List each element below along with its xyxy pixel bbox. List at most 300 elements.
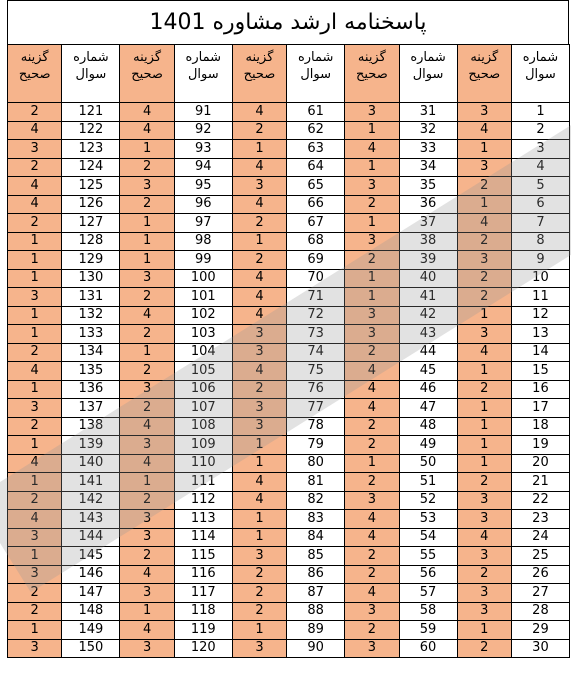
answer-cell: 3 [232,177,286,196]
question-number-cell: 26 [511,565,569,584]
question-number-cell: 48 [399,417,457,436]
answer-cell: 3 [345,232,399,251]
question-number-cell: 52 [399,491,457,510]
answer-cell: 1 [8,325,62,344]
question-number-cell: 149 [62,621,120,640]
answer-cell: 3 [232,325,286,344]
question-number-cell: 56 [399,565,457,584]
table-row [8,473,570,492]
answer-cell: 4 [232,195,286,214]
answer-cell: 1 [8,232,62,251]
table-row [8,158,570,177]
answer-cell: 3 [120,510,174,529]
answer-cell: 3 [120,269,174,288]
question-number-cell: 73 [287,325,345,344]
question-number-cell: 44 [399,343,457,362]
question-number-cell: 47 [399,399,457,418]
question-number-cell: 49 [399,436,457,455]
question-number-cell: 23 [511,510,569,529]
answer-cell: 2 [120,362,174,381]
question-number-cell: 27 [511,584,569,603]
question-number-cell: 67 [287,214,345,233]
answer-cell: 1 [232,436,286,455]
answer-cell: 4 [120,565,174,584]
question-number-cell: 141 [62,473,120,492]
question-number-cell: 4 [511,158,569,177]
answer-cell: 4 [120,454,174,473]
answer-cell: 2 [457,269,511,288]
answer-cell: 4 [8,195,62,214]
table-row [8,177,570,196]
answer-cell: 3 [345,639,399,658]
answer-cell: 2 [232,214,286,233]
answer-cell: 4 [345,362,399,381]
table-row [8,251,570,270]
answer-cell: 2 [345,436,399,455]
answer-cell: 2 [8,417,62,436]
question-number-cell: 109 [174,436,232,455]
table-row [8,380,570,399]
question-number-cell: 43 [399,325,457,344]
question-number-cell: 9 [511,251,569,270]
answer-cell: 4 [345,140,399,159]
question-number-cell: 21 [511,473,569,492]
answer-cell: 1 [120,232,174,251]
question-number-cell: 33 [399,140,457,159]
answer-cell: 3 [120,639,174,658]
table-row [8,214,570,233]
question-number-cell: 147 [62,584,120,603]
question-number-cell: 72 [287,306,345,325]
answer-cell: 1 [120,343,174,362]
question-number-cell: 70 [287,269,345,288]
question-number-cell: 90 [287,639,345,658]
question-number-cell: 131 [62,288,120,307]
question-number-cell: 88 [287,602,345,621]
answer-cell: 3 [8,288,62,307]
answer-cell: 2 [120,195,174,214]
question-number-cell: 37 [399,214,457,233]
question-number-cell: 34 [399,158,457,177]
answer-cell: 2 [345,195,399,214]
answer-cell: 2 [457,565,511,584]
question-number-cell: 46 [399,380,457,399]
answer-cell: 4 [232,491,286,510]
question-number-cell: 144 [62,528,120,547]
question-number-cell: 128 [62,232,120,251]
question-number-cell: 54 [399,528,457,547]
answer-cell: 3 [457,103,511,122]
answer-cell: 4 [120,103,174,122]
answer-cell: 3 [345,103,399,122]
answer-cell: 3 [457,158,511,177]
answer-cell: 4 [120,621,174,640]
question-number-cell: 104 [174,343,232,362]
question-number-cell: 14 [511,343,569,362]
answer-cell: 2 [8,343,62,362]
question-number-cell: 31 [399,103,457,122]
answer-cell: 1 [345,454,399,473]
answer-cell: 1 [8,251,62,270]
question-number-cell: 92 [174,121,232,140]
answer-cell: 2 [232,121,286,140]
table-row [8,306,570,325]
question-number-cell: 133 [62,325,120,344]
answer-cell: 3 [232,547,286,566]
question-number-cell: 6 [511,195,569,214]
answer-cell: 4 [345,528,399,547]
answer-cell: 1 [120,140,174,159]
question-number-cell: 130 [62,269,120,288]
answer-cell: 2 [232,602,286,621]
answer-cell: 3 [232,399,286,418]
question-number-cell: 143 [62,510,120,529]
table-row [8,547,570,566]
question-number-cell: 142 [62,491,120,510]
answer-cell: 4 [457,214,511,233]
answer-cell: 2 [345,565,399,584]
answer-cell: 1 [345,121,399,140]
answer-cell: 2 [232,380,286,399]
answer-cell: 2 [120,288,174,307]
answer-cell: 1 [232,232,286,251]
answer-cell: 2 [232,565,286,584]
question-number-cell: 40 [399,269,457,288]
header-question-number: شماره سوال [511,45,569,103]
answer-cell: 4 [232,269,286,288]
answer-cell: 4 [232,103,286,122]
table-row [8,602,570,621]
question-number-cell: 146 [62,565,120,584]
answer-cell: 4 [345,380,399,399]
question-number-cell: 93 [174,140,232,159]
answer-cell: 2 [120,158,174,177]
question-number-cell: 16 [511,380,569,399]
question-number-cell: 79 [287,436,345,455]
question-number-cell: 80 [287,454,345,473]
answer-cell: 1 [232,140,286,159]
question-number-cell: 39 [399,251,457,270]
header-correct-answer: گزینه صحیح [457,45,511,103]
question-number-cell: 83 [287,510,345,529]
answer-cell: 4 [457,121,511,140]
question-number-cell: 134 [62,343,120,362]
question-number-cell: 145 [62,547,120,566]
question-number-cell: 60 [399,639,457,658]
question-number-cell: 64 [287,158,345,177]
answer-cell: 2 [457,288,511,307]
question-number-cell: 136 [62,380,120,399]
question-number-cell: 140 [62,454,120,473]
answer-cell: 3 [232,639,286,658]
question-number-cell: 112 [174,491,232,510]
table-row [8,195,570,214]
question-number-cell: 85 [287,547,345,566]
answer-cell: 3 [457,584,511,603]
question-number-cell: 113 [174,510,232,529]
question-number-cell: 28 [511,602,569,621]
question-number-cell: 89 [287,621,345,640]
answer-cell: 1 [232,528,286,547]
question-number-cell: 82 [287,491,345,510]
answer-cell: 1 [8,380,62,399]
question-number-cell: 97 [174,214,232,233]
question-number-cell: 62 [287,121,345,140]
question-number-cell: 74 [287,343,345,362]
answer-cell: 3 [232,417,286,436]
table-row [8,269,570,288]
answer-cell: 4 [232,158,286,177]
answer-cell: 1 [457,454,511,473]
header-question-number: شماره سوال [62,45,120,103]
header-correct-answer: گزینه صحیح [120,45,174,103]
question-number-cell: 78 [287,417,345,436]
answer-cell: 4 [457,343,511,362]
question-number-cell: 139 [62,436,120,455]
answer-cell: 1 [8,473,62,492]
question-number-cell: 63 [287,140,345,159]
answer-cell: 4 [8,510,62,529]
question-number-cell: 101 [174,288,232,307]
question-number-cell: 107 [174,399,232,418]
answer-cell: 1 [345,158,399,177]
question-number-cell: 122 [62,121,120,140]
question-number-cell: 68 [287,232,345,251]
answer-cell: 2 [232,584,286,603]
question-number-cell: 106 [174,380,232,399]
question-number-cell: 29 [511,621,569,640]
answer-cell: 3 [8,528,62,547]
table-row [8,140,570,159]
question-number-cell: 137 [62,399,120,418]
question-number-cell: 123 [62,140,120,159]
table-row [8,325,570,344]
question-number-cell: 61 [287,103,345,122]
answer-cell: 3 [457,547,511,566]
answer-cell: 3 [8,140,62,159]
question-number-cell: 58 [399,602,457,621]
question-number-cell: 76 [287,380,345,399]
answer-cell: 1 [457,436,511,455]
question-number-cell: 118 [174,602,232,621]
answer-cell: 1 [345,288,399,307]
answer-cell: 3 [120,177,174,196]
question-number-cell: 127 [62,214,120,233]
question-number-cell: 36 [399,195,457,214]
answer-cell: 3 [457,325,511,344]
answer-cell: 2 [457,232,511,251]
table-row [8,510,570,529]
table-row [8,639,570,658]
question-number-cell: 96 [174,195,232,214]
question-number-cell: 2 [511,121,569,140]
answer-cell: 1 [232,454,286,473]
question-number-cell: 22 [511,491,569,510]
table-row [8,528,570,547]
answer-cell: 2 [8,491,62,510]
answer-cell: 1 [120,214,174,233]
header-correct-answer: گزینه صحیح [8,45,62,103]
question-number-cell: 18 [511,417,569,436]
header-correct-answer: گزینه صحیح [232,45,286,103]
question-number-cell: 59 [399,621,457,640]
answer-cell: 2 [8,584,62,603]
question-number-cell: 119 [174,621,232,640]
answer-cell: 4 [457,528,511,547]
table-row [8,399,570,418]
answer-cell: 2 [8,158,62,177]
question-number-cell: 38 [399,232,457,251]
table-body [8,103,570,658]
answer-cell: 2 [457,380,511,399]
table-row [8,343,570,362]
answer-cell: 1 [120,473,174,492]
answer-table [7,44,570,658]
question-number-cell: 87 [287,584,345,603]
answer-cell: 1 [345,214,399,233]
answer-sheet [7,0,569,668]
answer-cell: 4 [120,121,174,140]
answer-cell: 3 [345,306,399,325]
question-number-cell: 103 [174,325,232,344]
question-number-cell: 57 [399,584,457,603]
answer-cell: 1 [8,547,62,566]
answer-cell: 4 [345,584,399,603]
question-number-cell: 35 [399,177,457,196]
question-number-cell: 81 [287,473,345,492]
question-number-cell: 150 [62,639,120,658]
table-row [8,417,570,436]
question-number-cell: 124 [62,158,120,177]
question-number-cell: 20 [511,454,569,473]
answer-cell: 2 [345,251,399,270]
question-number-cell: 65 [287,177,345,196]
question-number-cell: 111 [174,473,232,492]
header-question-number: شماره سوال [174,45,232,103]
answer-cell: 2 [345,621,399,640]
question-number-cell: 42 [399,306,457,325]
question-number-cell: 11 [511,288,569,307]
question-number-cell: 129 [62,251,120,270]
table-row [8,288,570,307]
question-number-cell: 12 [511,306,569,325]
answer-cell: 1 [457,417,511,436]
answer-cell: 2 [120,325,174,344]
question-number-cell: 55 [399,547,457,566]
answer-cell: 1 [232,510,286,529]
question-number-cell: 5 [511,177,569,196]
answer-cell: 2 [8,214,62,233]
answer-cell: 4 [120,417,174,436]
answer-cell: 3 [345,491,399,510]
question-number-cell: 84 [287,528,345,547]
question-number-cell: 51 [399,473,457,492]
answer-cell: 3 [120,436,174,455]
question-number-cell: 114 [174,528,232,547]
answer-cell: 4 [232,306,286,325]
answer-cell: 4 [8,121,62,140]
question-number-cell: 77 [287,399,345,418]
answer-cell: 3 [457,491,511,510]
answer-cell: 1 [457,306,511,325]
answer-cell: 4 [232,288,286,307]
answer-cell: 1 [8,269,62,288]
answer-cell: 3 [457,602,511,621]
table-row [8,436,570,455]
question-number-cell: 108 [174,417,232,436]
question-number-cell: 100 [174,269,232,288]
answer-cell: 3 [345,177,399,196]
question-number-cell: 66 [287,195,345,214]
answer-cell: 2 [345,473,399,492]
question-number-cell: 115 [174,547,232,566]
answer-cell: 1 [120,251,174,270]
answer-cell: 1 [8,306,62,325]
table-row [8,362,570,381]
answer-cell: 2 [8,103,62,122]
question-number-cell: 3 [511,140,569,159]
answer-cell: 3 [120,528,174,547]
question-number-cell: 25 [511,547,569,566]
answer-cell: 4 [8,362,62,381]
answer-cell: 3 [8,639,62,658]
question-number-cell: 75 [287,362,345,381]
table-row [8,121,570,140]
question-number-cell: 132 [62,306,120,325]
answer-cell: 2 [8,602,62,621]
question-number-cell: 105 [174,362,232,381]
question-number-cell: 7 [511,214,569,233]
question-number-cell: 125 [62,177,120,196]
answer-cell: 2 [457,473,511,492]
table-row [8,103,570,122]
table-row [8,454,570,473]
question-number-cell: 71 [287,288,345,307]
answer-cell: 1 [457,621,511,640]
answer-cell: 1 [345,269,399,288]
answer-cell: 1 [457,195,511,214]
question-number-cell: 138 [62,417,120,436]
question-number-cell: 116 [174,565,232,584]
question-number-cell: 53 [399,510,457,529]
answer-cell: 1 [120,602,174,621]
answer-cell: 4 [120,306,174,325]
answer-cell: 3 [120,380,174,399]
question-number-cell: 8 [511,232,569,251]
answer-cell: 1 [457,399,511,418]
question-number-cell: 24 [511,528,569,547]
answer-cell: 2 [120,399,174,418]
question-number-cell: 1 [511,103,569,122]
question-number-cell: 19 [511,436,569,455]
question-number-cell: 45 [399,362,457,381]
question-number-cell: 41 [399,288,457,307]
answer-cell: 1 [232,621,286,640]
question-number-cell: 126 [62,195,120,214]
answer-cell: 2 [345,343,399,362]
table-row [8,232,570,251]
header-question-number: شماره سوال [399,45,457,103]
table-row [8,621,570,640]
answer-cell: 3 [457,251,511,270]
answer-cell: 4 [232,362,286,381]
answer-cell: 3 [345,602,399,621]
answer-cell: 3 [8,565,62,584]
table-row [8,565,570,584]
answer-cell: 4 [345,399,399,418]
question-number-cell: 95 [174,177,232,196]
answer-cell: 1 [457,362,511,381]
